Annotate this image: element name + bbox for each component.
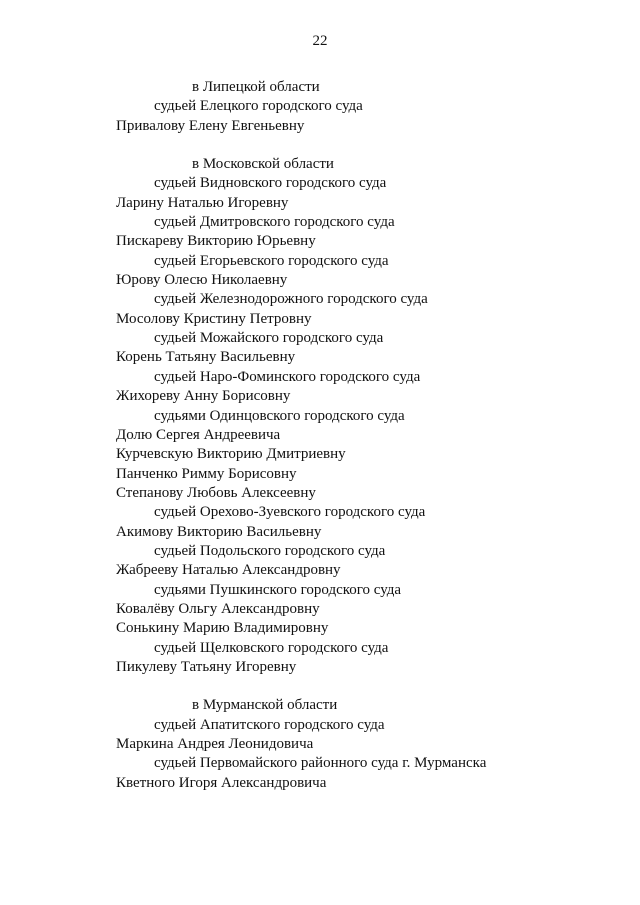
appointee-name: Привалову Елену Евгеньевну bbox=[116, 117, 305, 134]
region-section bbox=[116, 78, 620, 136]
appointee-name: Юрову Олесю Николаевну bbox=[116, 272, 288, 289]
appointee-name: Пикулеву Татьяну Игоревну bbox=[116, 658, 297, 675]
court-appointment: судьей Железнодорожного городского суда bbox=[154, 291, 428, 308]
court-appointment: судьей Апатитского городского суда bbox=[154, 716, 385, 733]
page-number: 22 bbox=[312, 33, 328, 49]
appointee-name: Жихореву Анну Борисовну bbox=[116, 388, 291, 405]
court-appointment: судьей Наро-Фоминского городского суда bbox=[154, 368, 421, 385]
document-body bbox=[116, 78, 620, 812]
court-appointment: судьей Видновского городского суда bbox=[154, 175, 387, 192]
appointee-name: Пискареву Викторию Юрьевну bbox=[116, 233, 316, 250]
appointee-name: Степанову Любовь Алексеевну bbox=[116, 484, 316, 501]
region-heading: в Липецкой области bbox=[192, 79, 320, 95]
court-appointment: судьей Можайского городского суда bbox=[154, 330, 384, 347]
court-appointment: судьей Орехово-Зуевского городского суда bbox=[154, 504, 426, 521]
court-appointment: судьями Одинцовского городского суда bbox=[154, 407, 405, 424]
court-appointment: судьей Егорьевского городского суда bbox=[154, 252, 389, 269]
court-appointment: судьями Пушкинского городского суда bbox=[154, 581, 402, 598]
appointee-name: Панченко Римму Борисовну bbox=[116, 465, 297, 482]
appointee-name: Жабрееву Наталью Александровну bbox=[116, 562, 341, 579]
appointee-name: Сонькину Марию Владимировну bbox=[116, 620, 329, 637]
appointee-name: Курчевскую Викторию Дмитриевну bbox=[116, 446, 346, 463]
court-appointment: судьей Подольского городского суда bbox=[154, 542, 386, 559]
court-appointment: судьей Первомайского районного суда г. Мурманска bbox=[154, 755, 487, 772]
appointee-name: Маркина Андрея Леонидовича bbox=[116, 736, 314, 752]
appointee-name: Долю Сергея Андреевича bbox=[116, 426, 281, 443]
region-heading: в Мурманской области bbox=[192, 697, 338, 714]
appointee-name: Акимову Викторию Васильевну bbox=[116, 523, 322, 540]
appointee-name: Ларину Наталью Игоревну bbox=[116, 194, 289, 211]
region-section bbox=[116, 155, 620, 677]
court-appointment: судьей Елецкого городского суда bbox=[154, 98, 363, 115]
court-appointment: судьей Дмитровского городского суда bbox=[154, 214, 395, 231]
appointee-name: Кветного Игоря Александровича bbox=[116, 774, 327, 791]
appointee-name: Ковалёву Ольгу Александровну bbox=[116, 600, 320, 617]
appointee-name: Корень Татьяну Васильевну bbox=[116, 349, 296, 366]
region-heading: в Московской области bbox=[192, 156, 334, 173]
region-section bbox=[116, 696, 620, 793]
appointee-name: Мосолову Кристину Петровну bbox=[116, 310, 312, 327]
court-appointment: судьей Щелковского городского суда bbox=[154, 639, 389, 656]
